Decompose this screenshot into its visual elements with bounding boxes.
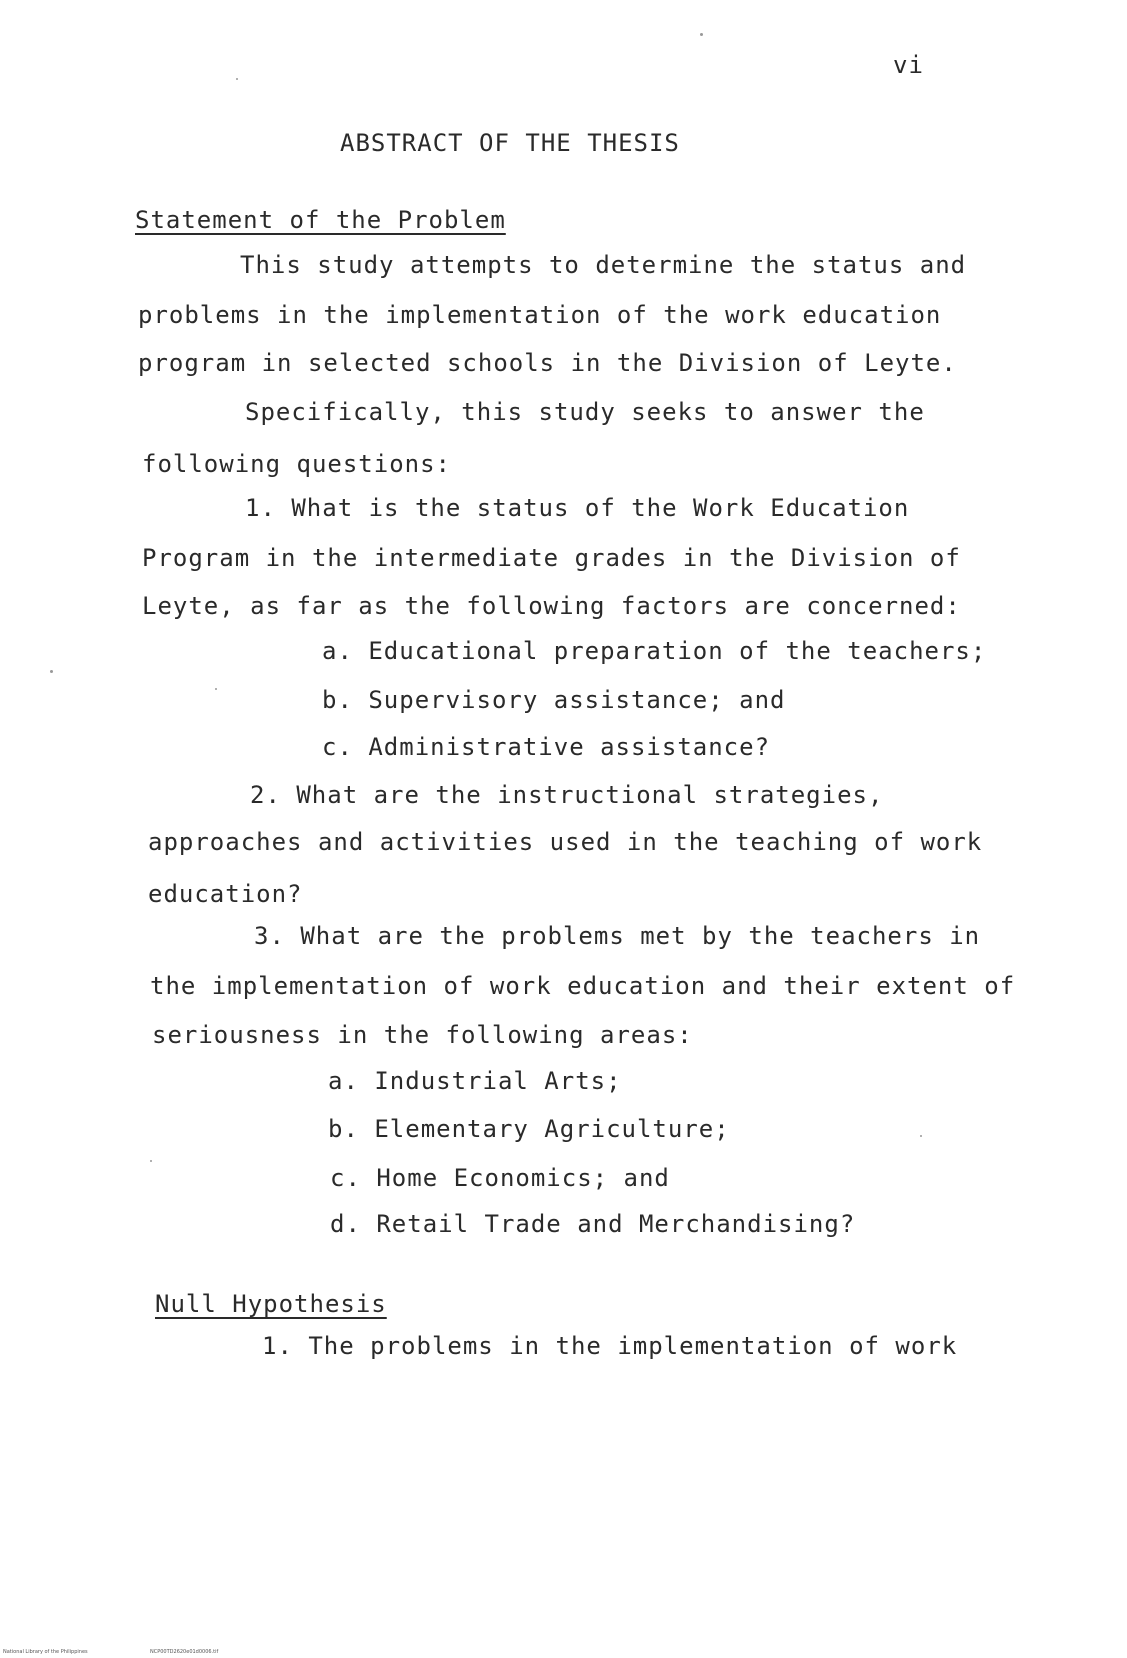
paragraph-line: This study attempts to determine the status and: [240, 251, 967, 279]
question-3-item-d: d. Retail Trade and Merchandising?: [330, 1210, 856, 1238]
scan-speck: [150, 1160, 152, 1162]
scan-speck: [50, 670, 53, 673]
question-2-line: 2. What are the instructional strategies,: [250, 781, 884, 809]
paragraph-line: program in selected schools in the Division of Leyte.: [138, 349, 957, 377]
section-heading-statement: Statement of the Problem: [135, 206, 506, 234]
question-3-item-a: a. Industrial Arts;: [328, 1067, 622, 1095]
question-2-line: approaches and activities used in the teaching of work: [148, 828, 983, 856]
question-3-line: the implementation of work education and their extent of: [150, 972, 1016, 1000]
question-1-item-c: c. Administrative assistance?: [322, 733, 771, 761]
page-number: vi: [893, 51, 924, 79]
scan-speck: [215, 688, 217, 690]
scan-speck: [920, 1135, 922, 1137]
paragraph-line: Specifically, this study seeks to answer the: [245, 398, 925, 426]
question-1-item-a: a. Educational preparation of the teachers;: [322, 637, 987, 665]
hypothesis-line: 1. The problems in the implementation of work: [262, 1332, 958, 1360]
question-1-line: Leyte, as far as the following factors are concerned:: [142, 592, 961, 620]
paragraph-line: problems in the implementation of the work education: [138, 301, 942, 329]
scan-speck: [236, 78, 238, 80]
scan-speck: [700, 33, 703, 36]
footer-library-name: National Library of the Philippines: [3, 1649, 88, 1655]
footer-file-code: NCP00TD2620e01d0006.tif: [150, 1649, 219, 1655]
question-3-item-c: c. Home Economics; and: [330, 1164, 670, 1192]
page-title: ABSTRACT OF THE THESIS: [340, 129, 680, 157]
question-1-line: Program in the intermediate grades in the Division of: [142, 544, 961, 572]
question-2-line: education?: [148, 880, 303, 908]
question-3-item-b: b. Elementary Agriculture;: [328, 1115, 730, 1143]
section-heading-null-hypothesis: Null Hypothesis: [155, 1290, 387, 1318]
question-1-line: 1. What is the status of the Work Education: [245, 494, 910, 522]
question-3-line: seriousness in the following areas:: [152, 1021, 693, 1049]
question-1-item-b: b. Supervisory assistance; and: [322, 686, 786, 714]
paragraph-line: following questions:: [142, 450, 451, 478]
question-3-line: 3. What are the problems met by the teachers in: [254, 922, 981, 950]
